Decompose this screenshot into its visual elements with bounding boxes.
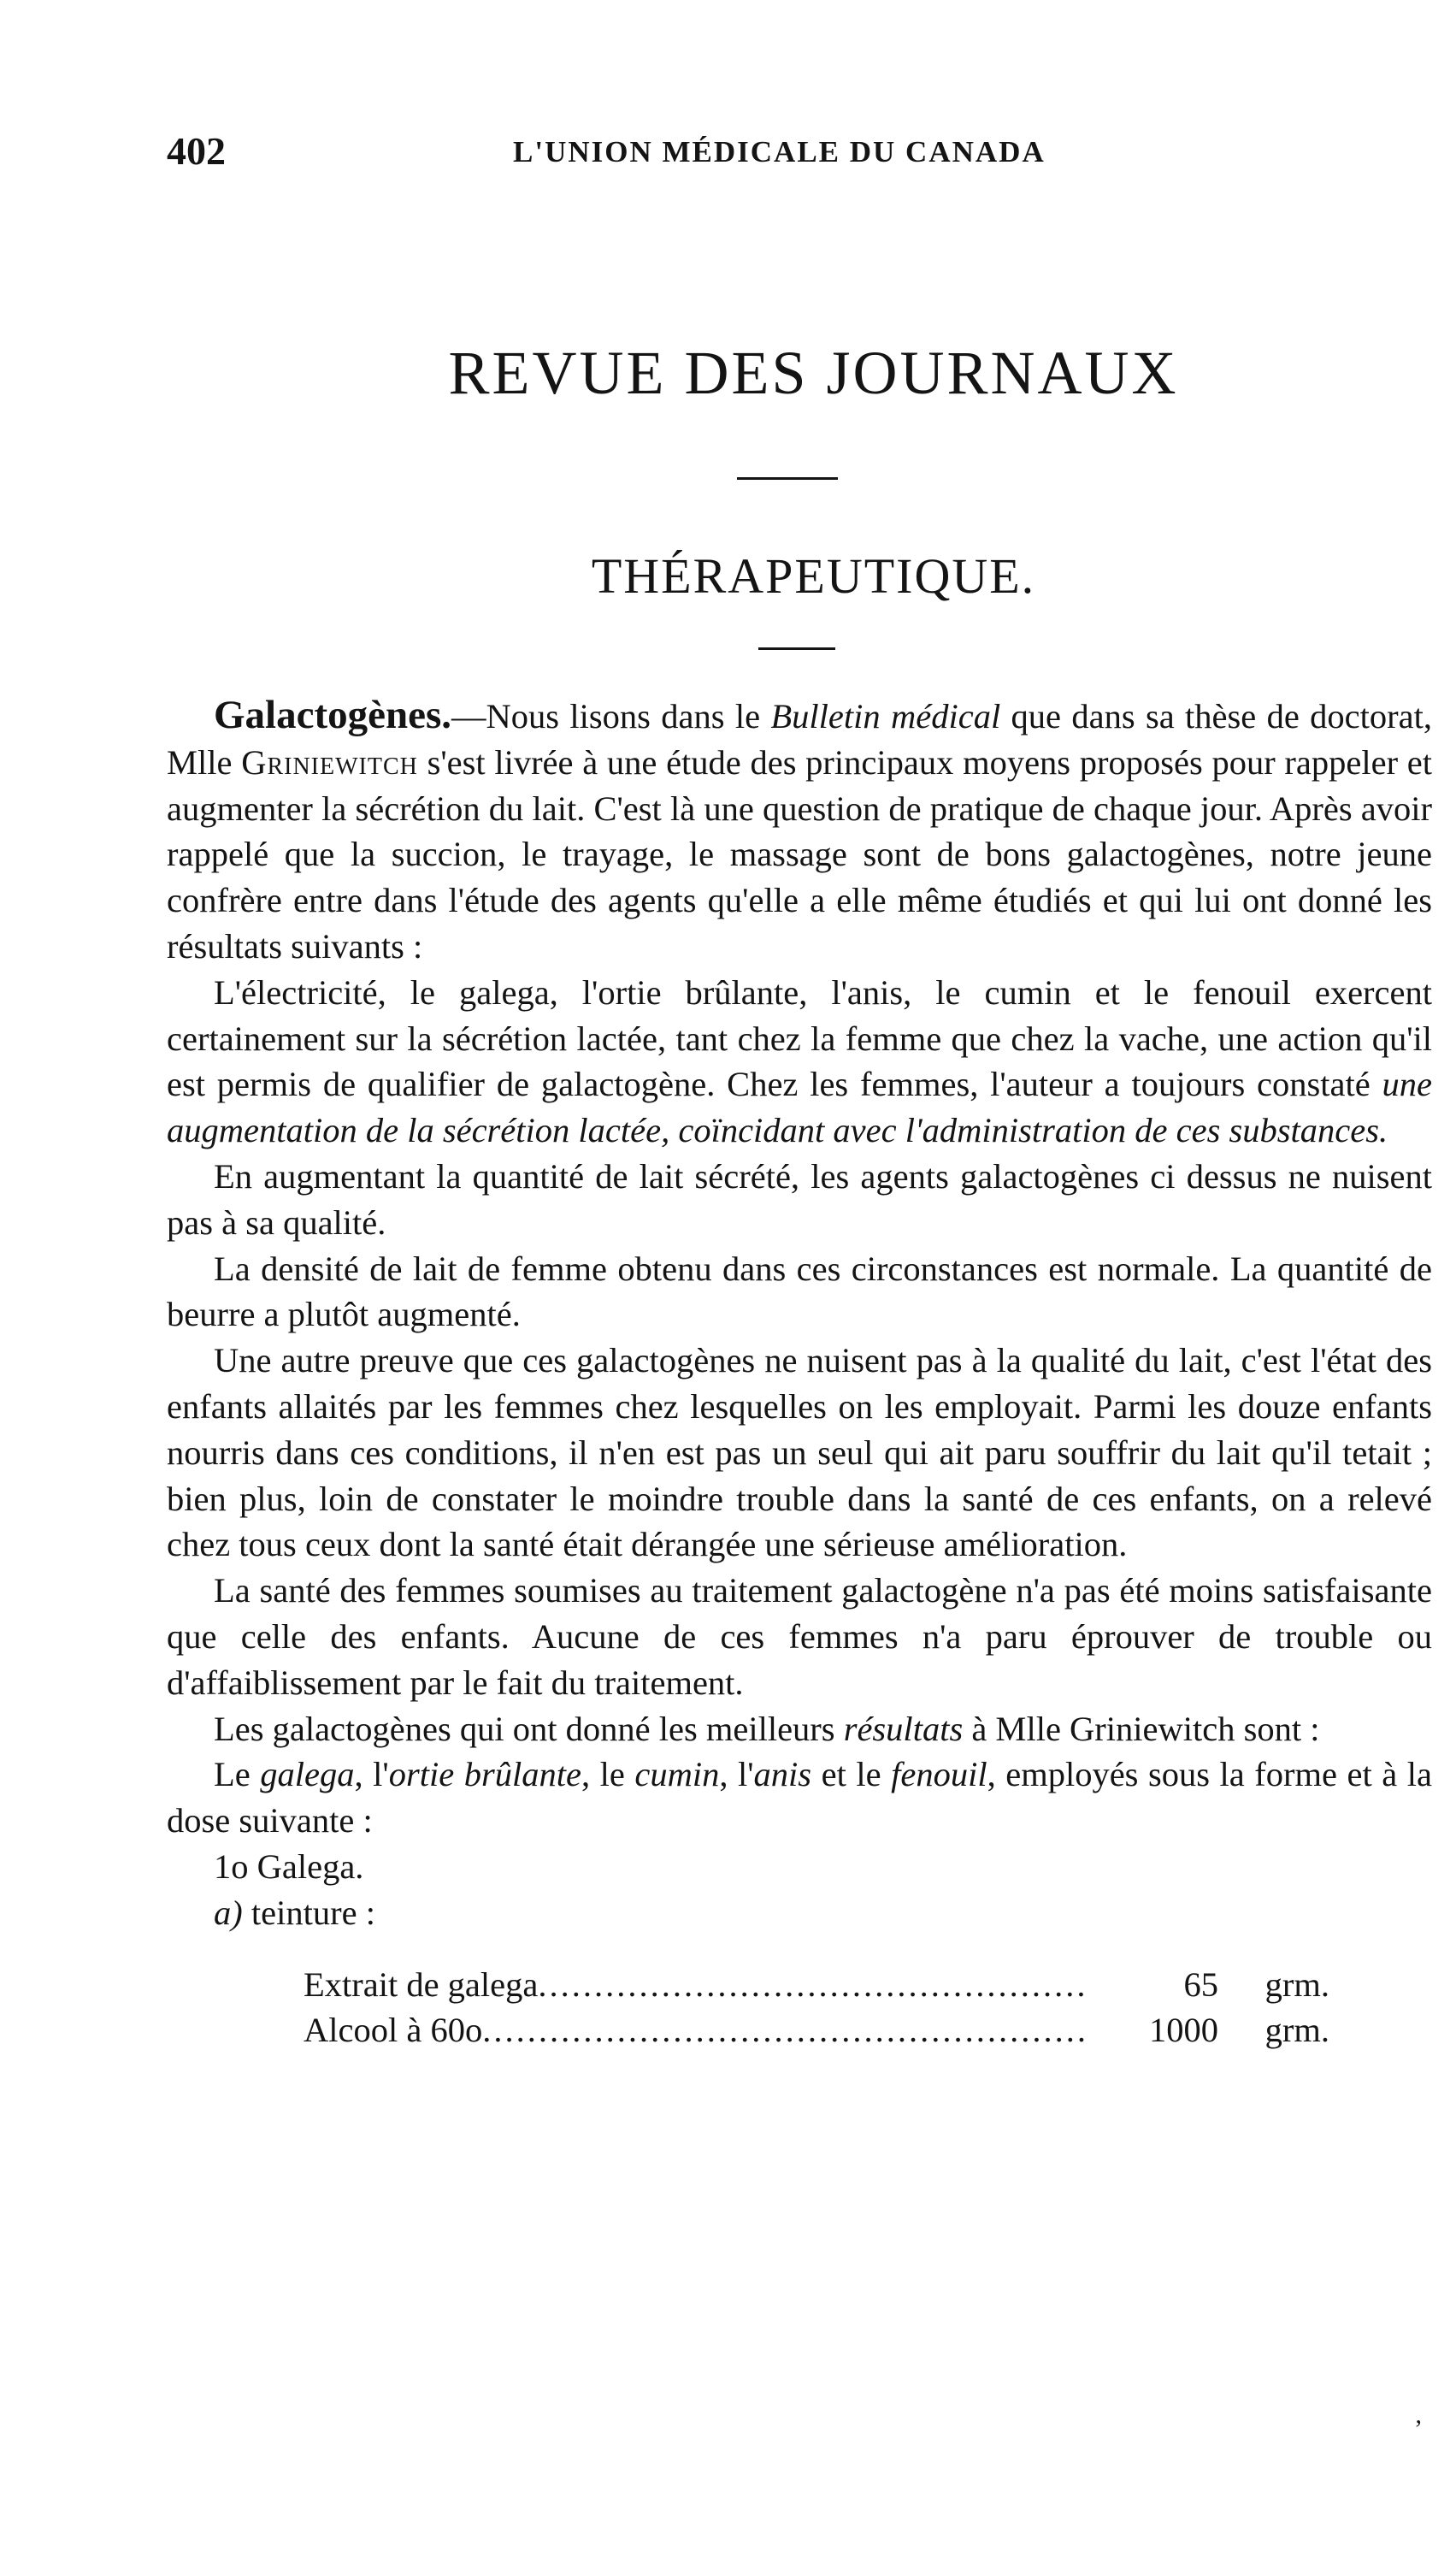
journal-title: L'UNION MÉDICALE DU CANADA [513, 135, 1046, 168]
agent-fenouil: fenouil [891, 1755, 987, 1794]
recipe-table [304, 1962, 1329, 2054]
section-divider [737, 477, 838, 480]
paragraph-text: et le [811, 1755, 892, 1794]
recipe-amount: 65 [1183, 1964, 1218, 2004]
paragraph-intro [167, 693, 1432, 970]
paragraph-quantity: En augmentant la quantité de lait sécrété, les agents galactogènes ci dessus ne nuisent pas à sa qualité. [167, 1156, 1432, 1242]
paragraph-density: La densité de lait de femme obtenu dans ces circonstances est normale. La quantité de beurre a plutôt augmenté. [167, 1249, 1432, 1334]
agent-ortie: ortie brûlante [388, 1755, 581, 1794]
agent-galega: galega [260, 1755, 355, 1794]
author-name: Griniewitch [241, 742, 418, 782]
recipe-row [304, 2007, 1329, 2053]
agent-cumin: cumin [634, 1755, 720, 1794]
paragraph-women: La santé des femmes soumises au traitement galactogène n'a pas été moins satisfaisante que celle des enfants. Aucune de ces femmes n'a paru éprouver de trouble ou d'affaiblissement par le fait du traitement. [167, 1571, 1432, 1702]
article-body [167, 693, 1432, 2053]
leader-dots [538, 1962, 1090, 2008]
journal-citation: Bulletin médical [770, 697, 1001, 735]
paragraph-text: , le [581, 1755, 635, 1794]
recipe-ingredient: Extrait de galega [304, 1964, 539, 2004]
leader-dots [482, 2007, 1090, 2053]
paragraph-electricity [167, 970, 1432, 1154]
intro-text-2: que dans sa thèse de doctorat, Mlle [167, 697, 1432, 782]
recipe-unit: grm. [1264, 2011, 1329, 2050]
paragraph-children: Une autre preuve que ces galactogènes ne nuisent pas à la qualité du lait, c'est l'état des enfants allaités par les femmes chez lesquelles on les employait. Parmi les douze enfants nourris dans ces conditions, il n'en est pas un seul qui ait paru souffrir du lait qu'il tetait ; bien plus, loin de constater le moindre trouble dans la santé de ces enfants, on a relevé chez tous ceux dont la santé était dérangée une sérieuse amélioration. [167, 1341, 1432, 1564]
paragraph-text: Le [214, 1755, 261, 1794]
paragraph-emphasis: une augmentation de la sécrétion lactée, coïncidant avec l'administration de ces substances. [167, 1065, 1432, 1150]
list-letter: a) [214, 1893, 243, 1932]
list-text: teinture : [242, 1893, 375, 1932]
paragraph-text: à Mlle Griniewitch sont : [963, 1709, 1320, 1748]
list-item-teinture [167, 1890, 1432, 1936]
paragraph-text: , l' [354, 1755, 389, 1794]
paragraph-best-results [167, 1706, 1432, 1752]
intro-text: —Nous lisons dans le [451, 697, 771, 735]
paragraph-text: , l' [719, 1755, 754, 1794]
list-item-galega: 1o Galega. [214, 1846, 364, 1886]
intro-text-3: s'est livrée à une étude des principaux moyens proposés pour rappeler et augmenter la sécrétion du lait. C'est là une question de pratique de chaque jour. Après avoir rappelé que la succion, le trayage, le massage sont de bons galactogènes, notre jeune confrère entre dans l'étude des agents qu'elle a elle même étudiés et qui lui ont donné les résultats suivants : [167, 742, 1432, 966]
subsection-title: THÉRAPEUTIQUE. [591, 548, 1036, 604]
recipe-amount: 1000 [1149, 2011, 1218, 2050]
stray-mark: , [1415, 2401, 1422, 2429]
page-number: 402 [167, 129, 226, 173]
recipe-row [304, 1962, 1329, 2008]
agent-anis: anis [753, 1755, 812, 1794]
paragraph-text: , employés sous la forme et à la dose suivante : [167, 1755, 1432, 1840]
recipe-unit: grm. [1264, 1964, 1329, 2004]
paragraph-text: Les galactogènes qui ont donné les meilleurs [214, 1709, 844, 1748]
subsection-divider [758, 647, 835, 650]
paragraph-agents-list [167, 1752, 1432, 1844]
recipe-ingredient: Alcool à 60o [304, 2011, 483, 2050]
paragraph-text: L'électricité, le galega, l'ortie brûlante, l'anis, le cumin et le fenouil exercent certainement sur la sécrétion lactée, tant chez la femme que chez la vache, une action qu'il est permis de qualifier de galactogène. Chez les femmes, l'auteur a toujours constaté [167, 972, 1432, 1104]
section-title: REVUE DES JOURNAUX [448, 339, 1179, 407]
paragraph-emphasis: résultats [843, 1709, 964, 1748]
running-head [167, 128, 1364, 180]
article-headword: Galactogènes. [214, 693, 452, 737]
